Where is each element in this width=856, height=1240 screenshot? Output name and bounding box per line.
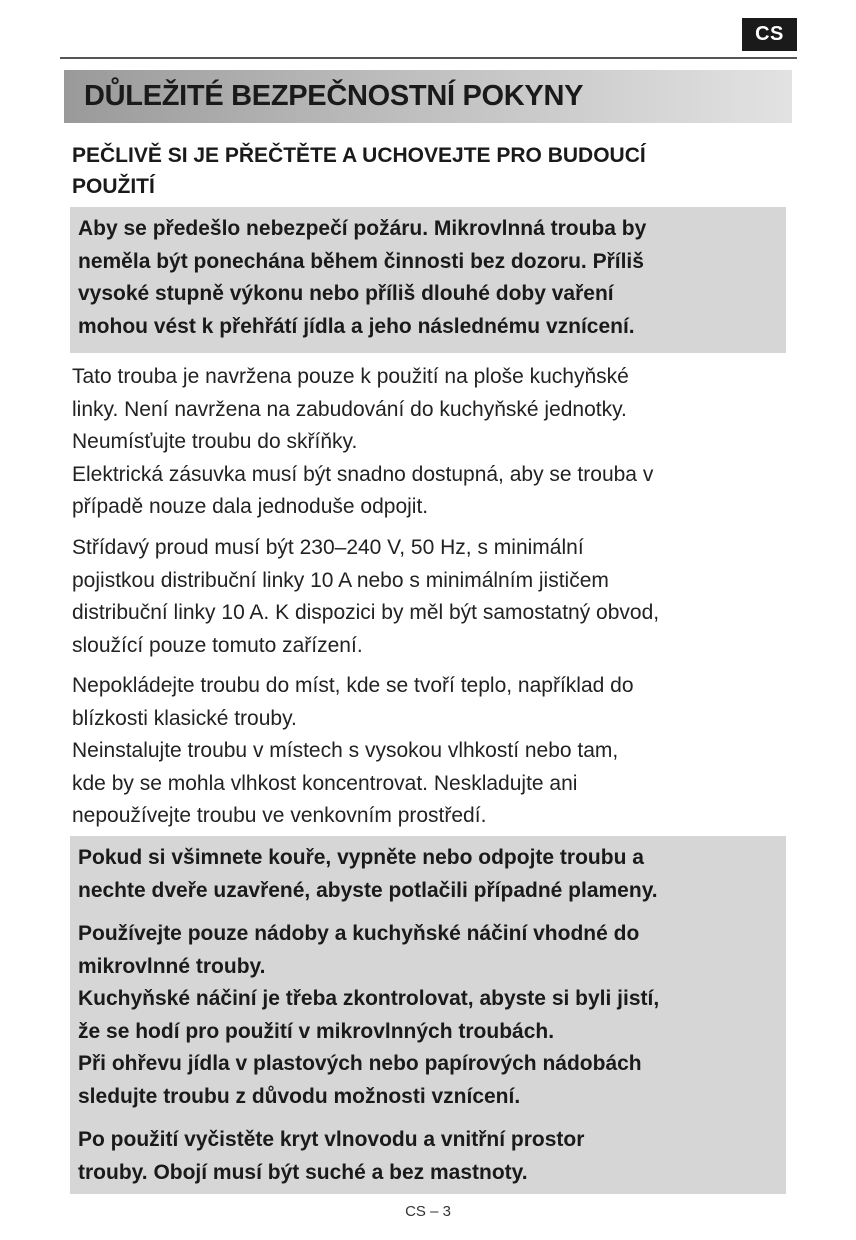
placement-paragraph (72, 670, 788, 833)
subheading (72, 140, 772, 202)
header-rule (60, 57, 797, 59)
text-line: nechte dveře uzavřené, abyste potlačili případné plameny. (78, 878, 658, 902)
text-line: linky. Není navržena na zabudování do kuchyňské jednotky. (72, 397, 627, 421)
power-supply-paragraph (72, 532, 788, 662)
text-line: Používejte pouze nádoby a kuchyňské náčiní vhodné do (78, 922, 640, 945)
section-title: DŮLEŽITÉ BEZPEČNOSTNÍ POKYNY (84, 80, 584, 112)
fire-warning-box (70, 207, 786, 353)
text-line: kde by se mohla vlhkost koncentrovat. Neskladujte ani (72, 771, 578, 795)
text-line: případě nouze dala jednoduše odpojit. (72, 495, 429, 518)
text-line: nepoužívejte troubu ve venkovním prostředí. (72, 804, 487, 827)
cookware-warning-text (78, 918, 778, 1113)
text-line: Tato trouba je navržena pouze k použití na ploše kuchyňské (72, 365, 629, 388)
text-line: že se hodí pro použití v mikrovlnných troubách. (78, 1019, 555, 1043)
text-line: blízkosti klasické trouby. (72, 706, 297, 730)
text-line: Kuchyňské náčiní je třeba zkontrolovat, abyste si byli jistí, (78, 987, 660, 1010)
language-badge: CS (742, 18, 797, 51)
text-line: Pokud si všimnete kouře, vypněte nebo odpojte troubu a (78, 846, 644, 869)
text-line: Při ohřevu jídla v plastových nebo papírových nádobách (78, 1052, 642, 1075)
safety-warning-box (70, 836, 786, 1194)
text-line: mikrovlnné trouby. (78, 954, 266, 978)
text-line: Střídavý proud musí být 230–240 V, 50 Hz, s minimální (72, 536, 584, 559)
text-line: Elektrická zásuvka musí být snadno dostupná, aby se trouba v (72, 462, 654, 486)
text-line: trouby. Obojí musí být suché a bez mastnoty. (78, 1160, 528, 1184)
text-line: vysoké stupně výkonu nebo příliš dlouhé doby vaření (78, 282, 614, 305)
text-line: pojistkou distribuční linky 10 A nebo s minimálním jističem (72, 568, 609, 592)
text-line: sledujte troubu z důvodu možnosti vznícení. (78, 1084, 521, 1108)
text-line: Neumísťujte troubu do skříňky. (72, 430, 358, 453)
subheading-line: POUŽITÍ (72, 175, 155, 198)
text-line: Nepokládejte troubu do míst, kde se tvoří teplo, například do (72, 674, 634, 697)
text-line: neměla být ponechána během činnosti bez dozoru. Příliš (78, 249, 644, 273)
text-line: distribuční linky 10 A. K dispozici by měl být samostatný obvod, (72, 601, 660, 624)
fire-warning-text (78, 213, 778, 343)
section-title-banner (64, 70, 792, 123)
page-number: CS – 3 (405, 1203, 451, 1220)
text-line: Aby se předešlo nebezpečí požáru. Mikrovlnná trouba by (78, 217, 647, 240)
cleaning-warning-text (78, 1124, 778, 1189)
text-line: Neinstalujte troubu v místech s vysokou vlhkostí nebo tam, (72, 739, 619, 762)
text-line: Po použití vyčistěte kryt vlnovodu a vnitřní prostor (78, 1128, 585, 1151)
text-line: sloužící pouze tomuto zařízení. (72, 633, 363, 657)
text-line: mohou vést k přehřátí jídla a jeho následnému vznícení. (78, 314, 635, 338)
installation-paragraph (72, 361, 788, 524)
smoke-warning-text (78, 842, 778, 907)
subheading-line: PEČLIVĚ SI JE PŘEČTĚTE A UCHOVEJTE PRO BUDOUCÍ (72, 144, 646, 167)
